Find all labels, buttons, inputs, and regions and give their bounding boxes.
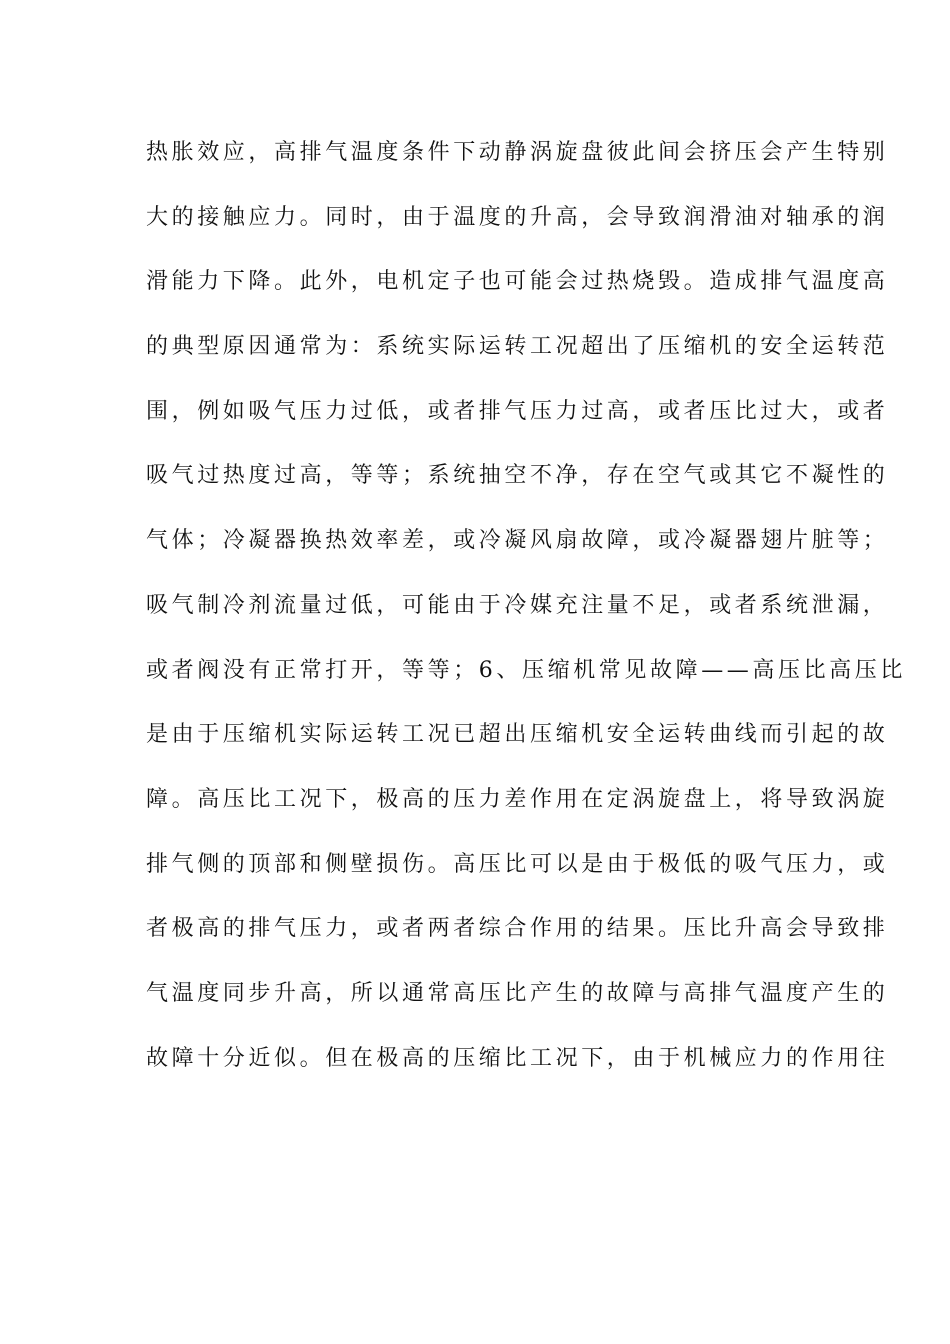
text-line: 围，例如吸气压力过低，或者排气压力过高，或者压比过大，或者 — [146, 398, 889, 424]
text-line: 热胀效应，高排气温度条件下动静涡旋盘彼此间会挤压会产生特别 — [146, 140, 889, 165]
text-line: 吸气制冷剂流量过低，可能由于冷媒充注量不足，或者系统泄漏， — [146, 592, 889, 618]
text-line: 气温度同步升高，所以通常高压比产生的故障与高排气温度产生的 — [146, 980, 889, 1006]
text-line: 排气侧的顶部和侧壁损伤。高压比可以是由于极低的吸气压力，或 — [146, 851, 889, 877]
text-line: 或者阀没有正常打开，等等；6、压缩机常见故障——高压比高压比 — [146, 657, 906, 683]
text-line: 是由于压缩机实际运转工况已超出压缩机安全运转曲线而引起的故 — [146, 722, 889, 748]
text-line: 的典型原因通常为：系统实际运转工况超出了压缩机的安全运转范 — [146, 334, 889, 360]
text-line: 吸气过热度过高，等等；系统抽空不净，存在空气或其它不凝性的 — [146, 463, 889, 489]
text-line: 障。高压比工况下，极高的压力差作用在定涡旋盘上，将导致涡旋 — [146, 786, 889, 812]
text-line: 故障十分近似。但在极高的压缩比工况下，由于机械应力的作用往 — [146, 1045, 889, 1071]
text-line: 大的接触应力。同时，由于温度的升高，会导致润滑油对轴承的润 — [146, 204, 889, 230]
body-text — [146, 135, 906, 1105]
text-line: 滑能力下降。此外，电机定子也可能会过热烧毁。造成排气温度高 — [146, 269, 889, 295]
text-line: 者极高的排气压力，或者两者综合作用的结果。压比升高会导致排 — [146, 916, 889, 942]
text-line: 气体；冷凝器换热效率差，或冷凝风扇故障，或冷凝器翅片脏等； — [146, 528, 889, 554]
